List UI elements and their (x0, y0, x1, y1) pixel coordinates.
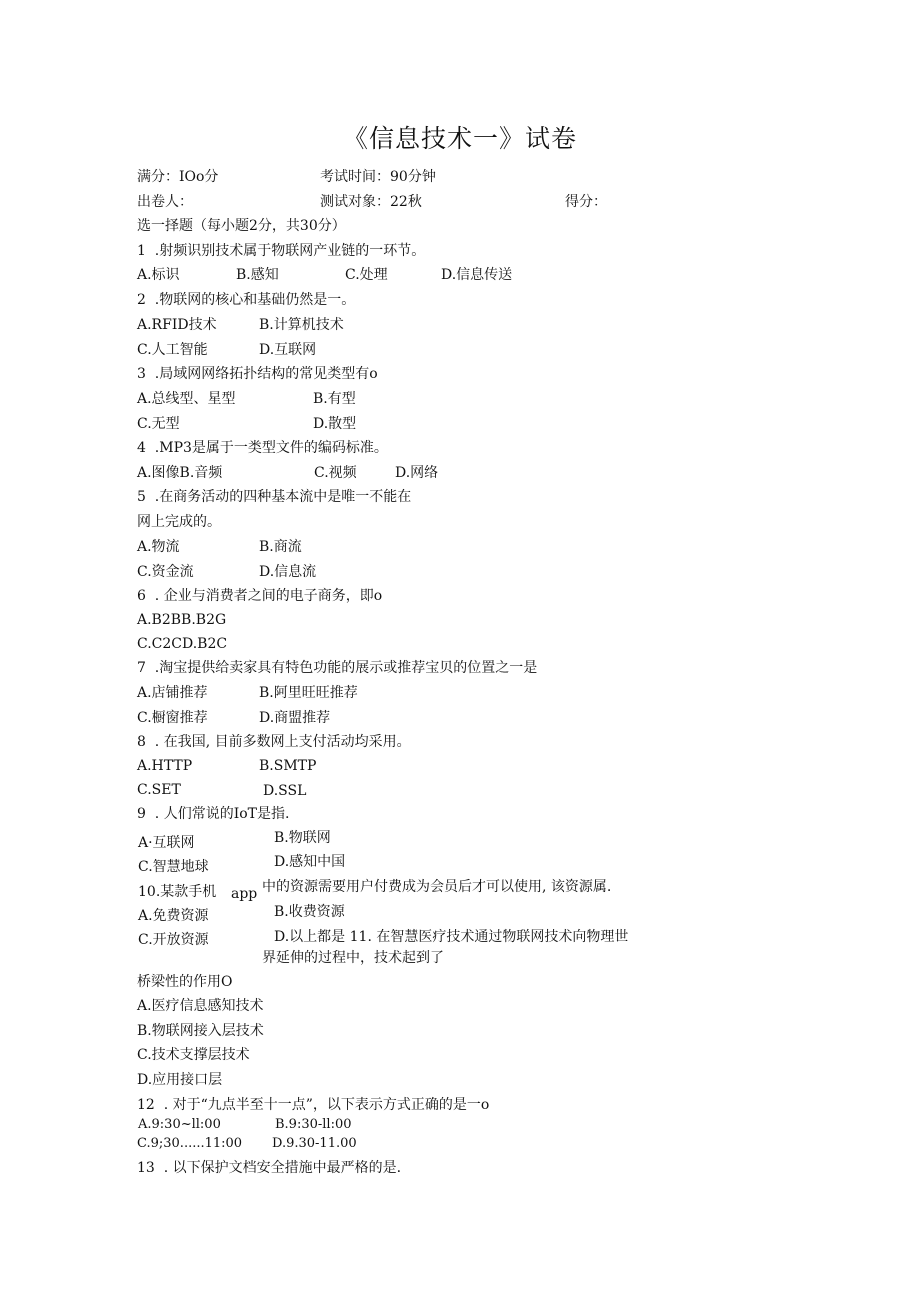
q8-option-c: C.SET (137, 782, 181, 798)
q5-stem: 5 .在商务活动的四种基本流中是唯一不能在 (137, 489, 412, 505)
q3-stem: 3 .局域网网络拓扑结构的常见类型有o (137, 366, 378, 382)
q1-option-b: B.感知 (236, 267, 279, 283)
q7-option-c: C.橱窗推荐 (137, 710, 208, 726)
q11-stem-line3: 桥梁性的作用O (137, 974, 233, 990)
q1-option-a: A.标识 (137, 267, 180, 283)
q10-stem-a: 10.某款手机 (138, 884, 217, 900)
q12-option-c: C.9;30......11:00 (137, 1136, 243, 1151)
q9-option-c: C.智慧地球 (138, 859, 209, 875)
full-score: 满分：IOo分 (137, 169, 219, 185)
q3-option-c: C.无型 (137, 416, 180, 432)
q10-option-b: B.收费资源 (274, 904, 345, 920)
q7-stem: 7 .淘宝提供给卖家具有特色功能的展示或推荐宝贝的位置之一是 (137, 660, 538, 676)
q4-option-d: D.网络 (395, 465, 439, 481)
page-title: 《信息技术一》试卷 (342, 124, 577, 153)
q11-option-c: C.技术支撑层技术 (137, 1047, 250, 1063)
q5-option-a: A.物流 (137, 539, 180, 555)
q2-option-c: C.人工智能 (137, 342, 208, 358)
q10-stem-app: app (231, 886, 258, 902)
q8-stem: 8 . 在我国, 目前多数网上支付活动均采用。 (137, 734, 411, 750)
q11-option-d: D.应用接口层 (137, 1072, 223, 1088)
author: 出卷人： (137, 194, 193, 210)
q3-option-a: A.总线型、星型 (137, 391, 236, 407)
q10-option-a: A.免费资源 (138, 908, 209, 924)
q10-stem-b: 中的资源需要用户付费成为会员后才可以使用, 该资源属. (262, 879, 612, 895)
q10-option-c: C.开放资源 (138, 932, 209, 948)
q9-option-d: D.感知中国 (274, 854, 346, 870)
section-heading: 选一择题（每小题2分，共30分） (137, 218, 346, 234)
q1-stem: 1 .射频识别技术属于物联网产业链的一环节。 (137, 243, 426, 259)
q6-stem: 6 . 企业与消费者之间的电子商务，即o (137, 588, 383, 604)
q12-option-b: B.9:30-ll:00 (275, 1117, 352, 1132)
q4-option-ab: A.图像B.音频 (137, 465, 223, 481)
q7-option-a: A.店铺推荐 (137, 685, 208, 701)
q5-stem-cont: 网上完成的。 (137, 514, 221, 530)
q2-option-d: D.互联网 (259, 342, 317, 358)
q9-option-a: A·互联网 (138, 835, 195, 851)
q11-stem-line2: 界延伸的过程中，技术起到了 (262, 950, 444, 966)
q12-option-a: A.9:30~ll:00 (138, 1117, 221, 1132)
q3-option-d: D.散型 (313, 416, 357, 432)
test-target: 测试对象：22秋 (320, 194, 422, 210)
q4-option-c: C.视频 (314, 465, 357, 481)
q12-option-d: D.9.30-11.00 (272, 1136, 357, 1151)
q7-option-b: B.阿里旺旺推荐 (259, 685, 358, 701)
q9-stem: 9 . 人们常说的IoT是指. (137, 806, 290, 822)
q13-stem: 13 . 以下保护文档安全措施中最严格的是. (137, 1160, 402, 1176)
q2-stem: 2 .物联网的核心和基础仍然是一。 (137, 292, 356, 308)
q12-stem: 12 . 对于“九点半至十一点”，以下表示方式正确的是一o (137, 1097, 490, 1113)
score-field: 得分： (565, 194, 607, 210)
q2-option-a: A.RFID技术 (137, 317, 217, 333)
q11-option-a: A.医疗信息感知技术 (137, 998, 264, 1014)
q6-option-ab: A.B2BB.B2G (137, 612, 227, 628)
q9-option-b: B.物联网 (274, 830, 331, 846)
q5-option-b: B.商流 (259, 539, 302, 555)
q1-option-d: D.信息传送 (441, 267, 513, 283)
q1-option-c: C.处理 (345, 267, 388, 283)
q3-option-b: B.有型 (313, 391, 356, 407)
q10-option-d: D.以上都是 11. 在智慧医疗技术通过物联网技术向物理世 (274, 929, 629, 945)
q8-option-d: D.SSL (263, 783, 307, 799)
q11-option-b: B.物联网接入层技术 (137, 1023, 264, 1039)
q8-option-a: A.HTTP (137, 758, 193, 774)
q6-option-cd: C.C2CD.B2C (137, 636, 228, 652)
q2-option-b: B.计算机技术 (259, 317, 344, 333)
q4-stem: 4 .MP3是属于一类型文件的编码标准。 (137, 440, 388, 456)
exam-time: 考试时间：90分钟 (320, 169, 436, 185)
q8-option-b: B.SMTP (259, 758, 317, 774)
q5-option-d: D.信息流 (259, 564, 317, 580)
q5-option-c: C.资金流 (137, 564, 194, 580)
q7-option-d: D.商盟推荐 (259, 710, 331, 726)
